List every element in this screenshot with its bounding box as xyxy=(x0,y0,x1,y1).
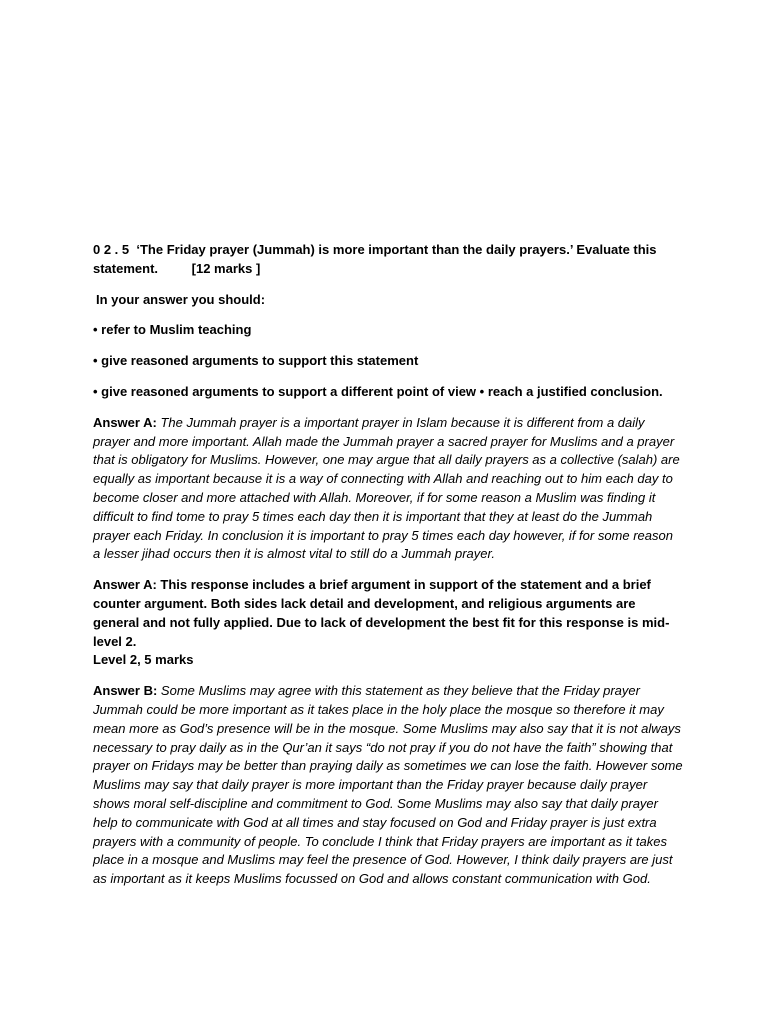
commentary-a-level: Level 2, 5 marks xyxy=(93,652,194,668)
answer-b-label: Answer B: xyxy=(93,683,158,699)
instruction-bullet: • give reasoned arguments to support this statement xyxy=(93,353,419,369)
instruction-bullet: • give reasoned arguments to support a different point of view • reach a justified conclusion. xyxy=(93,383,663,399)
answer-b xyxy=(93,682,683,889)
instructions-intro: In your answer you should: xyxy=(96,291,266,307)
answer-b-text: Some Muslims may agree with this statement as they believe that the Friday prayer Jummah could be more important as it takes place in the holy place the mosque so therefore it may mean more as God’s presence will be in the mosque. Some Muslims may also say that it is not always necessary to pray daily as in the Qur’an it says “do not pray if you do not have the faith” showing that prayer on Fridays may be better than praying daily as sometimes we can lose the faith. However some Muslims may say that daily prayer is more important than the Friday prayer because daily prayer shows moral self-discipline and commitment to God. Some Muslims may also say that daily prayer help to communicate with God at all times and stay focused on God and Friday prayer is just extra prayers with a community of people. To conclude I think that Friday prayers are important as it takes place in a mosque and Muslims may feel the presence of God. However, I think daily prayers are just as important as it keeps Muslims focussed on God and allows constant communication with God. xyxy=(93,683,683,887)
instruction-bullet: • refer to Muslim teaching xyxy=(93,322,252,338)
question-marks: [12 marks ] xyxy=(191,260,261,276)
document-page xyxy=(93,241,683,889)
question-text: ‘The Friday prayer (Jummah) is more important than the daily prayers.’ Evaluate this statement. xyxy=(93,242,657,276)
answer-a xyxy=(93,414,683,564)
question-number: 0 2 . 5 xyxy=(93,242,130,257)
commentary-a xyxy=(93,576,683,670)
question-heading xyxy=(93,241,683,279)
commentary-a-text: Answer A: This response includes a brief argument in support of the statement and a brief counter argument. Both sides lack detail and development, and religious arguments are general and not fully applied. Due to lack of development the best fit for this response is mid-level 2. xyxy=(93,577,670,649)
answer-a-label: Answer A: xyxy=(93,414,157,430)
answer-a-text: The Jummah prayer is a important prayer in Islam because it is different from a daily prayer and more important. Allah made the Jummah prayer a sacred prayer for Muslims and a prayer that is obligatory for Muslims. However, one may argue that all daily prayers as a collective (salah) are equally as important because it is a way of connecting with Allah and reaching out to him each day to become closer and more attached with Allah. Moreover, if for some reason a Muslim was finding it difficult to find tome to pray 5 times each day then it is important that they at least do the Jummah prayer each Friday. In conclusion it is important to pray 5 times each day however, if for some reason a lesser jihad occurs then it is almost vital to still do a Jummah prayer. xyxy=(93,414,680,562)
